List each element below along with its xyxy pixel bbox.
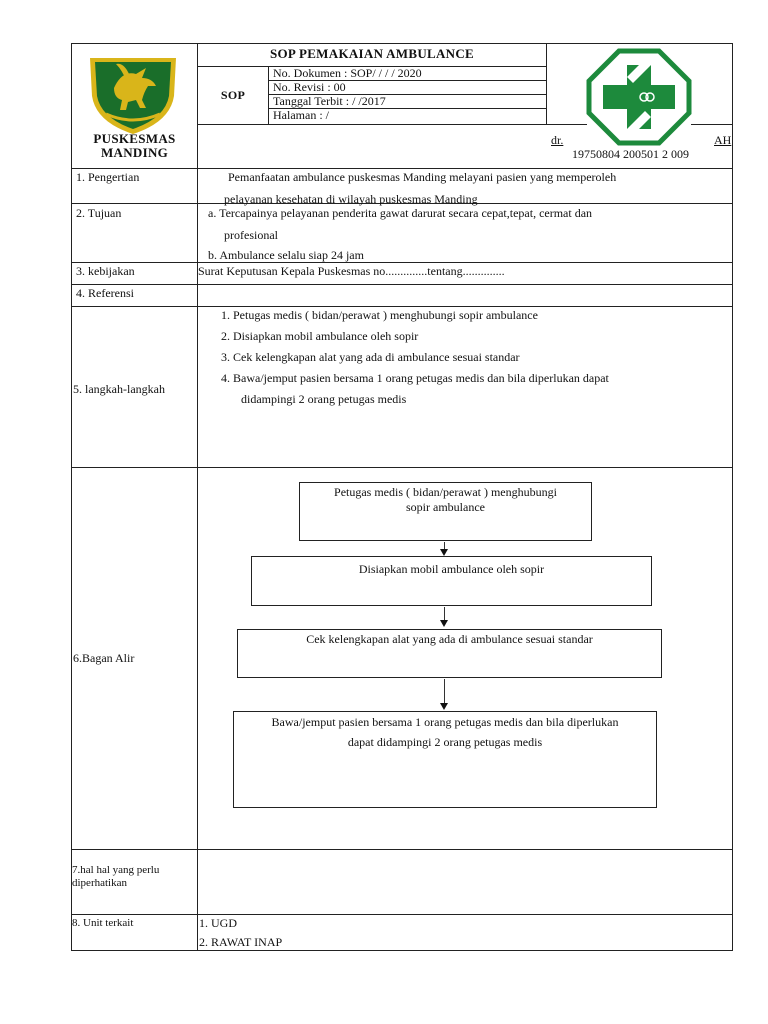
flow-box-3: [237, 629, 662, 678]
org-name-line2: MANDING: [100, 145, 169, 160]
signer-nip: 19750804 200501 2 009: [572, 147, 689, 161]
flow-arrow-2-line: [444, 607, 445, 621]
flow-box-2: [251, 556, 652, 606]
langkah-step-1: 1. Petugas medis ( bidan/perawat ) menghubungi sopir ambulance: [221, 308, 538, 322]
flow-arrow-3-line: [444, 679, 445, 704]
label-tujuan: 2. Tujuan: [76, 206, 122, 220]
flow-box-1: [299, 482, 592, 541]
header-divider-sop: [268, 66, 269, 124]
langkah-step-4-cont: didampingi 2 orang petugas medis: [241, 392, 407, 406]
puskesmas-cross-logo: [581, 47, 697, 147]
row-line-3: [71, 262, 733, 263]
pengertian-line2: pelayanan kesehatan di wilayah puskesmas Manding: [224, 192, 478, 206]
label-unit-terkait: 8. Unit terkait: [72, 917, 134, 929]
langkah-step-4: 4. Bawa/jemput pasien bersama 1 orang petugas medis dan bila diperlukan dapat: [221, 371, 609, 385]
flow-box-1-line1: Petugas medis ( bidan/perawat ) menghubungi: [334, 485, 557, 499]
page-number: Halaman : /: [273, 108, 329, 122]
flow-box-4-line1: Bawa/jemput pasien bersama 1 orang petugas medis dan bila diperlukan: [271, 715, 619, 729]
doc-number: No. Dokumen : SOP/ / / / 2020: [273, 66, 422, 80]
flow-box-2-text: Disiapkan mobil ambulance oleh sopir: [358, 562, 545, 576]
tujuan-a-cont: profesional: [224, 228, 278, 242]
langkah-step-2: 2. Disiapkan mobil ambulance oleh sopir: [221, 329, 419, 343]
flow-box-1-line2: sopir ambulance: [406, 500, 485, 514]
row-line-8: [71, 914, 733, 915]
row-line-1: [71, 168, 733, 169]
row-line-4: [71, 284, 733, 285]
row-line-6: [71, 467, 733, 468]
header-divider-logo: [546, 43, 547, 124]
signer-prefix: dr.: [551, 133, 564, 147]
flow-box-3-text: Cek kelengkapan alat yang ada di ambulance sesuai standar: [306, 632, 593, 646]
unit-item-1: 1. UGD: [199, 916, 237, 930]
sop-label: SOP: [220, 88, 246, 102]
column-divider: [197, 43, 198, 950]
kebijakan-text: Surat Keputusan Kepala Puskesmas no..............tentang..............: [198, 264, 505, 278]
label-kebijakan: 3. kebijakan: [76, 264, 135, 278]
row-line-7: [71, 849, 733, 850]
pengertian-line1: Pemanfaatan ambulance puskesmas Manding melayani pasien yang memperoleh: [228, 170, 617, 184]
document-title: SOP PEMAKAIAN AMBULANCE: [269, 46, 475, 61]
flow-arrow-3-head: [440, 703, 448, 710]
label-pengertian: 1. Pengertian: [76, 170, 140, 184]
label-referensi: 4. Referensi: [76, 286, 134, 300]
border-bottom: [71, 950, 733, 951]
label-hal-line1: 7.hal hal yang perlu: [72, 864, 160, 876]
signer-suffix: AH: [714, 133, 732, 147]
org-name-line1: PUSKESMAS: [93, 131, 176, 146]
langkah-step-3: 3. Cek kelengkapan alat yang ada di ambulance sesuai standar: [221, 350, 520, 364]
flow-arrow-1-head: [440, 549, 448, 556]
tujuan-a: a. Tercapainya pelayanan penderita gawat darurat secara cepat,tepat, cermat dan: [208, 206, 593, 220]
flow-box-4-line2: dapat didampingi 2 orang petugas medis: [347, 735, 543, 749]
tujuan-b: b. Ambulance selalu siap 24 jam: [208, 248, 364, 262]
unit-item-2: 2. RAWAT INAP: [199, 935, 283, 949]
label-langkah: 5. langkah-langkah: [73, 382, 165, 396]
flow-box-4: [233, 711, 657, 808]
revision-number: No. Revisi : 00: [273, 80, 346, 94]
border-left: [71, 43, 72, 950]
border-top: [71, 43, 733, 44]
issue-date: Tanggal Terbit : / /2017: [273, 94, 386, 108]
label-bagan-alir: 6.Bagan Alir: [73, 651, 135, 665]
row-line-5: [71, 306, 733, 307]
puskesmas-shield-logo: [86, 52, 180, 136]
flow-arrow-2-head: [440, 620, 448, 627]
label-hal-line2: diperhatikan: [72, 877, 127, 889]
border-right: [732, 43, 733, 950]
